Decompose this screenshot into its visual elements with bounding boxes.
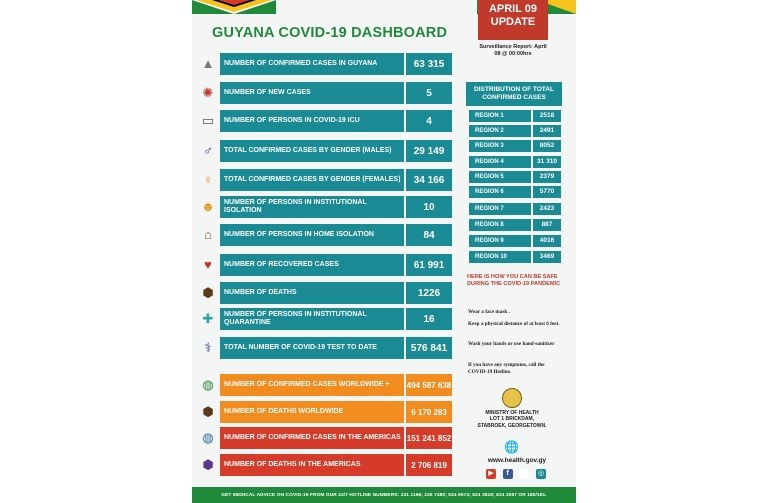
stat-value: 10 — [406, 196, 452, 218]
region-row — [469, 140, 561, 152]
stat-value: 1226 — [406, 282, 452, 304]
surveillance-note: Surveillance Report- April 08 @ 00:00hrs — [479, 44, 547, 57]
ministry-name: MINISTRY OF HEALTH — [485, 410, 539, 416]
globe-americas-icon: ◍ — [202, 430, 214, 445]
region-value: 2518 — [533, 110, 561, 122]
test-icon: ⚕ — [204, 340, 212, 355]
home-icon: ⌂ — [204, 227, 212, 242]
world-stat-row — [196, 374, 452, 396]
stat-label: NUMBER OF RECOVERED CASES — [220, 254, 404, 276]
region-label: REGION 2 — [469, 125, 531, 137]
update-date: APRIL 09 — [488, 3, 538, 15]
region-value: 31 310 — [533, 156, 561, 168]
ministry-website[interactable]: www.health.gov.gy — [487, 457, 547, 464]
stat-label: NUMBER OF PERSONS IN INSTITUTIONAL QUARANTINE — [220, 308, 404, 330]
hotline-footer: GET MEDICAL ADVICE ON COVID-19 FROM OUR 24/7 HOTLINE NUMBERS: 231 1166; 226 7480; 624 6674; 624 3819; 624 3067 OR 180/181. — [192, 487, 576, 503]
stat-label: TOTAL CONFIRMED CASES BY GENDER (MALES) — [220, 140, 404, 162]
stat-value: 29 149 — [406, 140, 452, 162]
region-label: REGION 1 — [469, 110, 531, 122]
stat-value: 2 706 819 — [406, 454, 452, 476]
safety-heading: HERE IS HOW YOU CAN BE SAFE DURING THE COVID-19 PANDEMIC — [467, 274, 561, 287]
stat-row — [196, 337, 452, 359]
update-date-badge — [478, 0, 548, 40]
stat-value: 5 — [406, 82, 452, 104]
twitter-icon[interactable]: · — [519, 469, 529, 479]
hospital-bed-icon: ▭ — [201, 113, 215, 128]
patient-icon: ☻ — [201, 199, 215, 214]
stat-row — [196, 169, 452, 191]
region-value: 3469 — [533, 251, 561, 263]
stat-label: NUMBER OF DEATHS WORLDWIDE — [220, 401, 404, 423]
update-label: UPDATE — [490, 16, 536, 28]
stat-value: 61 991 — [406, 254, 452, 276]
virus-icon: ✺ — [202, 85, 214, 100]
stat-value: 16 — [406, 308, 452, 330]
world-stat-row — [196, 454, 452, 476]
stat-value: 151 241 852 — [406, 427, 452, 449]
stat-row — [196, 308, 452, 330]
safety-tip: Wash your hands or use hand-sanitizer — [468, 341, 555, 347]
stat-row — [196, 140, 452, 162]
stat-label: NUMBER OF CONFIRMED CASES IN GUYANA — [220, 53, 404, 75]
stat-label: NUMBER OF PERSONS IN HOME ISOLATION — [220, 224, 404, 246]
world-stat-row — [196, 427, 452, 449]
flag-stripe-left — [192, 0, 276, 14]
stat-label: NUMBER OF PERSONS IN INSTITUTIONAL ISOLATION — [220, 196, 404, 218]
stat-label: TOTAL CONFIRMED CASES BY GENDER (FEMALES) — [220, 169, 404, 191]
region-label: REGION 4 — [469, 156, 531, 168]
stat-label: NUMBER OF PERSONS IN COVID-19 ICU — [220, 110, 404, 132]
male-icon: ♂ — [203, 143, 213, 158]
region-row — [469, 186, 561, 198]
world-stat-row — [196, 401, 452, 423]
quarantine-icon: ✚ — [202, 311, 214, 326]
stat-row — [196, 82, 452, 104]
region-label: REGION 5 — [469, 171, 531, 183]
region-value: 2379 — [533, 171, 561, 183]
ministry-address: LOT 1 BRICKDAM, STABROEK, GEORGETOWN. — [477, 416, 547, 429]
female-icon: ♀ — [203, 172, 213, 187]
facebook-icon[interactable]: f — [503, 469, 513, 479]
stat-label: NUMBER OF CONFIRMED CASES WORLDWIDE + — [220, 374, 404, 396]
region-label: REGION 9 — [469, 235, 531, 247]
safety-tip: Keep a physical distance of at least 6 feet. — [468, 321, 560, 327]
stat-row — [196, 196, 452, 218]
region-label: REGION 10 — [469, 251, 531, 263]
region-label: REGION 3 — [469, 140, 531, 152]
stat-value: 34 166 — [406, 169, 452, 191]
region-row — [469, 110, 561, 122]
stat-label: NUMBER OF CONFIRMED CASES IN THE AMERICAS — [220, 427, 404, 449]
region-value: 5770 — [533, 186, 561, 198]
coffin-icon: ⬢ — [202, 457, 214, 472]
region-value: 887 — [533, 219, 561, 231]
stat-row — [196, 224, 452, 246]
ministry-block — [477, 410, 547, 429]
stat-row — [196, 282, 452, 304]
region-value: 4016 — [533, 235, 561, 247]
stat-label: NUMBER OF NEW CASES — [220, 82, 404, 104]
region-value: 8052 — [533, 140, 561, 152]
stat-row — [196, 254, 452, 276]
region-row — [469, 203, 561, 215]
region-heading: DISTRIBUTION OF TOTAL CONFIRMED CASES — [466, 82, 562, 106]
region-label: REGION 7 — [469, 203, 531, 215]
instagram-icon[interactable]: ◎ — [537, 470, 545, 477]
youtube-icon[interactable]: ▶ — [486, 469, 496, 479]
region-label: REGION 6 — [469, 186, 531, 198]
stat-label: TOTAL NUMBER OF COVID-19 TEST TO DATE — [220, 337, 404, 359]
stat-row — [196, 110, 452, 132]
map-icon: ▲ — [201, 56, 215, 71]
stat-row — [196, 53, 452, 75]
globe-icon: ◍ — [202, 377, 214, 392]
dashboard-poster — [192, 0, 576, 503]
coffin-icon: ⬢ — [202, 404, 214, 419]
stat-value: 4 — [406, 110, 452, 132]
region-row — [469, 156, 561, 168]
stat-value: 576 841 — [406, 337, 452, 359]
region-row — [469, 125, 561, 137]
stat-value: 84 — [406, 224, 452, 246]
stat-value: 494 587 638 — [406, 374, 452, 396]
ministry-seal-icon — [502, 388, 522, 408]
region-value: 2491 — [533, 125, 561, 137]
web-globe-icon: 🌐 — [504, 440, 519, 454]
safety-tip: Wear a face mask . — [468, 309, 510, 315]
region-label: REGION 8 — [469, 219, 531, 231]
heart-icon: ♥ — [204, 257, 212, 272]
region-row — [469, 251, 561, 263]
stat-value: 6 170 283 — [406, 401, 452, 423]
page-title: GUYANA COVID-19 DASHBOARD — [212, 25, 448, 41]
region-row — [469, 219, 561, 231]
stat-value: 63 315 — [406, 53, 452, 75]
region-row — [469, 171, 561, 183]
coffin-icon: ⬢ — [202, 285, 214, 300]
social-icons — [486, 469, 546, 481]
region-value: 2423 — [533, 203, 561, 215]
safety-tip: If you have any symptoms, call the COVID-19 Hotline. — [468, 362, 545, 375]
stat-label: NUMBER OF DEATHS IN THE AMERICAS — [220, 454, 404, 476]
stat-label: NUMBER OF DEATHS — [220, 282, 404, 304]
region-row — [469, 235, 561, 247]
